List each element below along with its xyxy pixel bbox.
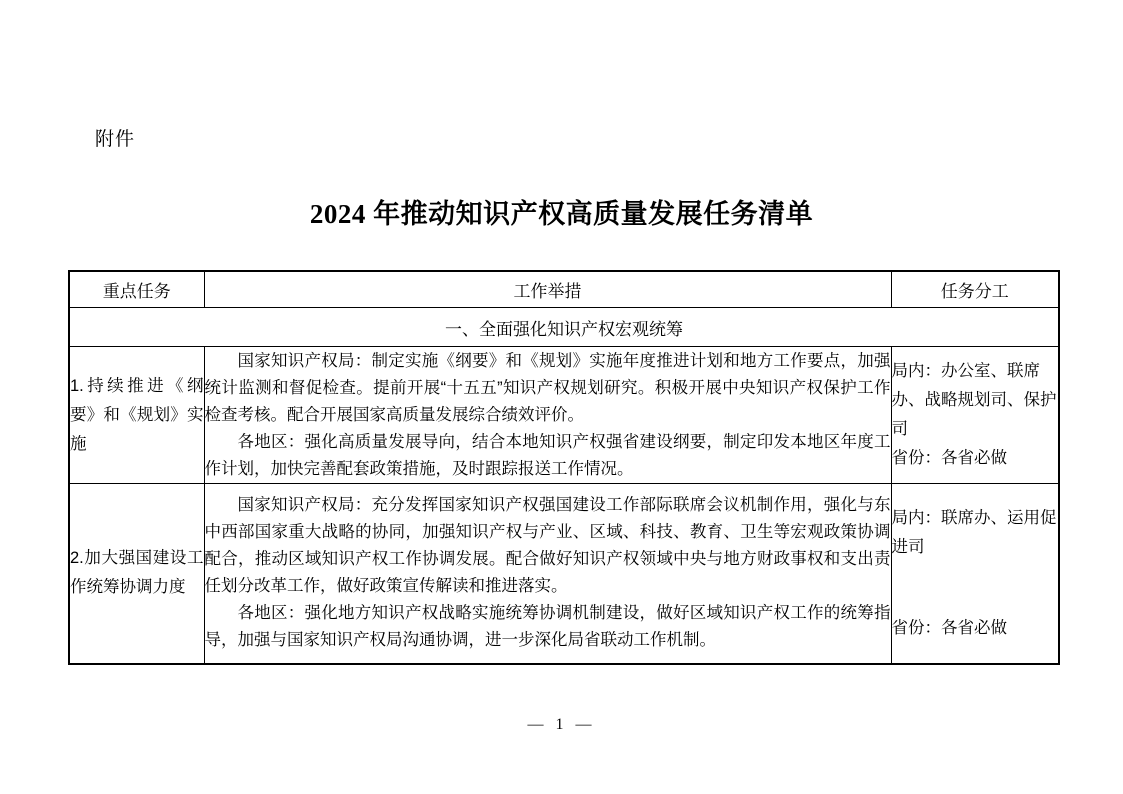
division-line: 局内：联席办、运用促进司 <box>891 508 1057 556</box>
division-cell <box>891 484 1059 664</box>
measure-paragraph: 各地区：强化高质量发展导向，结合本地知识产权强省建设纲要，制定印发本地区年度工作计划，加快完善配套政策措施，及时跟踪报送工作情况。 <box>204 432 891 478</box>
measures-cell <box>204 347 891 484</box>
section-header-row <box>69 308 1059 347</box>
task-cell: 2.加大强国建设工作统筹协调力度 <box>69 484 204 664</box>
division-cell <box>891 347 1059 484</box>
division-line: 省份：各省必做 <box>891 618 1007 637</box>
page-number: — 1 — <box>527 716 596 733</box>
measure-paragraph: 国家知识产权局：充分发挥国家知识产权强国建设工作部际联席会议机制作用，强化与东中西部国家重大战略的协同，加强知识产权与产业、区域、科技、教育、卫生等宏观政策协调配合，推动区域知识产权工作协调发展。配合做好知识产权领域中央与地方财政事权和支出责任划分改革工作，做好政策宣传解读和推进落实。 <box>204 496 891 596</box>
section-header: 一、全面强化知识产权宏观统筹 <box>69 308 1059 347</box>
table-row <box>69 484 1059 664</box>
attachment-label: 附件 <box>95 129 136 150</box>
page-title: 2024 年推动知识产权高质量发展任务清单 <box>309 199 814 229</box>
table-header-row <box>69 271 1059 308</box>
measure-paragraph: 国家知识产权局：制定实施《纲要》和《规划》实施年度推进计划和地方工作要点，加强统计监测和督促检查。提前开展“十五五”知识产权规划研究。积极开展中央知识产权保护工作检查考核。配合开展国家高质量发展综合绩效评价。 <box>204 351 891 424</box>
task-list-table <box>68 270 1060 665</box>
division-line: 局内：办公室、联席办、战略规划司、保护司 <box>891 362 1057 438</box>
table-row <box>69 347 1059 484</box>
column-header-division: 任务分工 <box>891 271 1059 308</box>
measures-cell <box>204 484 891 664</box>
task-cell: 1.持续推进《纲要》和《规划》实施 <box>69 347 204 484</box>
column-header-measures: 工作举措 <box>204 271 891 308</box>
division-line: 省份：各省必做 <box>891 449 1007 467</box>
column-header-task: 重点任务 <box>69 271 204 308</box>
measure-paragraph: 各地区：强化地方知识产权战略实施统筹协调机制建设，做好区域知识产权工作的统筹指导，加强与国家知识产权局沟通协调，进一步深化局省联动工作机制。 <box>204 604 891 650</box>
